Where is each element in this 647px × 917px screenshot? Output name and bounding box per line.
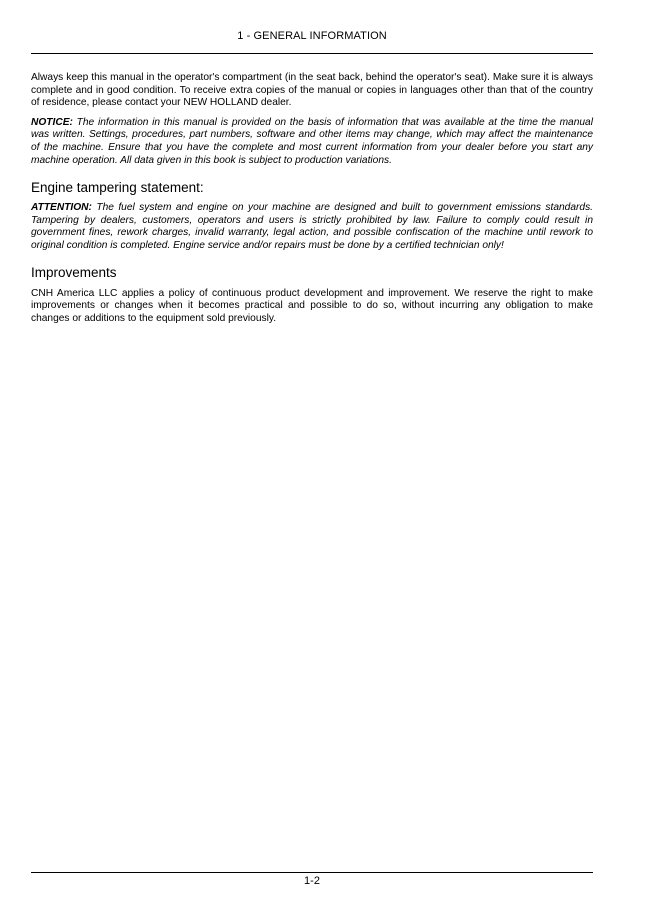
notice-text: The information in this manual is provided on the basis of information that was available at the time the manual was written. Settings, procedures, part numbers, software and other items may change, which may affect the maintenance of the machine. Ensure that you have the complete and most current information from your dealer before you start any machine operation. All data given in this book is subject to production variations. (31, 116, 593, 166)
attention-text: The fuel system and engine on your machine are designed and built to government emissions standards. Tampering by dealers, customers, operators and users is strictly prohibited by law. Failure to comply could result in government fines, rework charges, invalid warranty, legal action, and possible confiscation of the machine until rework to original condition is completed. Engine service and/or repairs must be done by a certified technician only! (31, 202, 593, 251)
improvements-paragraph: CNH America LLC applies a policy of continuous product development and improvement. We reserve the right to make improvements or changes when it becomes practical and possible to do so, without incurring any obligation to make changes or additions to the equipment sold previously. (31, 287, 593, 324)
page-header-title: 1 - GENERAL INFORMATION (237, 30, 387, 42)
notice-paragraph (31, 117, 593, 167)
page-content (31, 72, 593, 325)
attention-label: ATTENTION: (31, 202, 92, 214)
intro-paragraph: Always keep this manual in the operator's compartment (in the seat back, behind the operator's seat). Make sure it is always complete and in good condition. To receive extra copies of the manual or copies in languages other than that of the country of residence, please contact your NEW HOLLAND dealer. (31, 72, 593, 109)
footer-divider (31, 872, 593, 873)
notice-label: NOTICE: (31, 116, 73, 128)
header-divider (31, 53, 593, 54)
engine-tampering-heading: Engine tampering statement: (31, 180, 204, 196)
attention-paragraph (31, 202, 593, 252)
page-number: 1-2 (304, 875, 320, 887)
improvements-heading: Improvements (31, 264, 117, 280)
